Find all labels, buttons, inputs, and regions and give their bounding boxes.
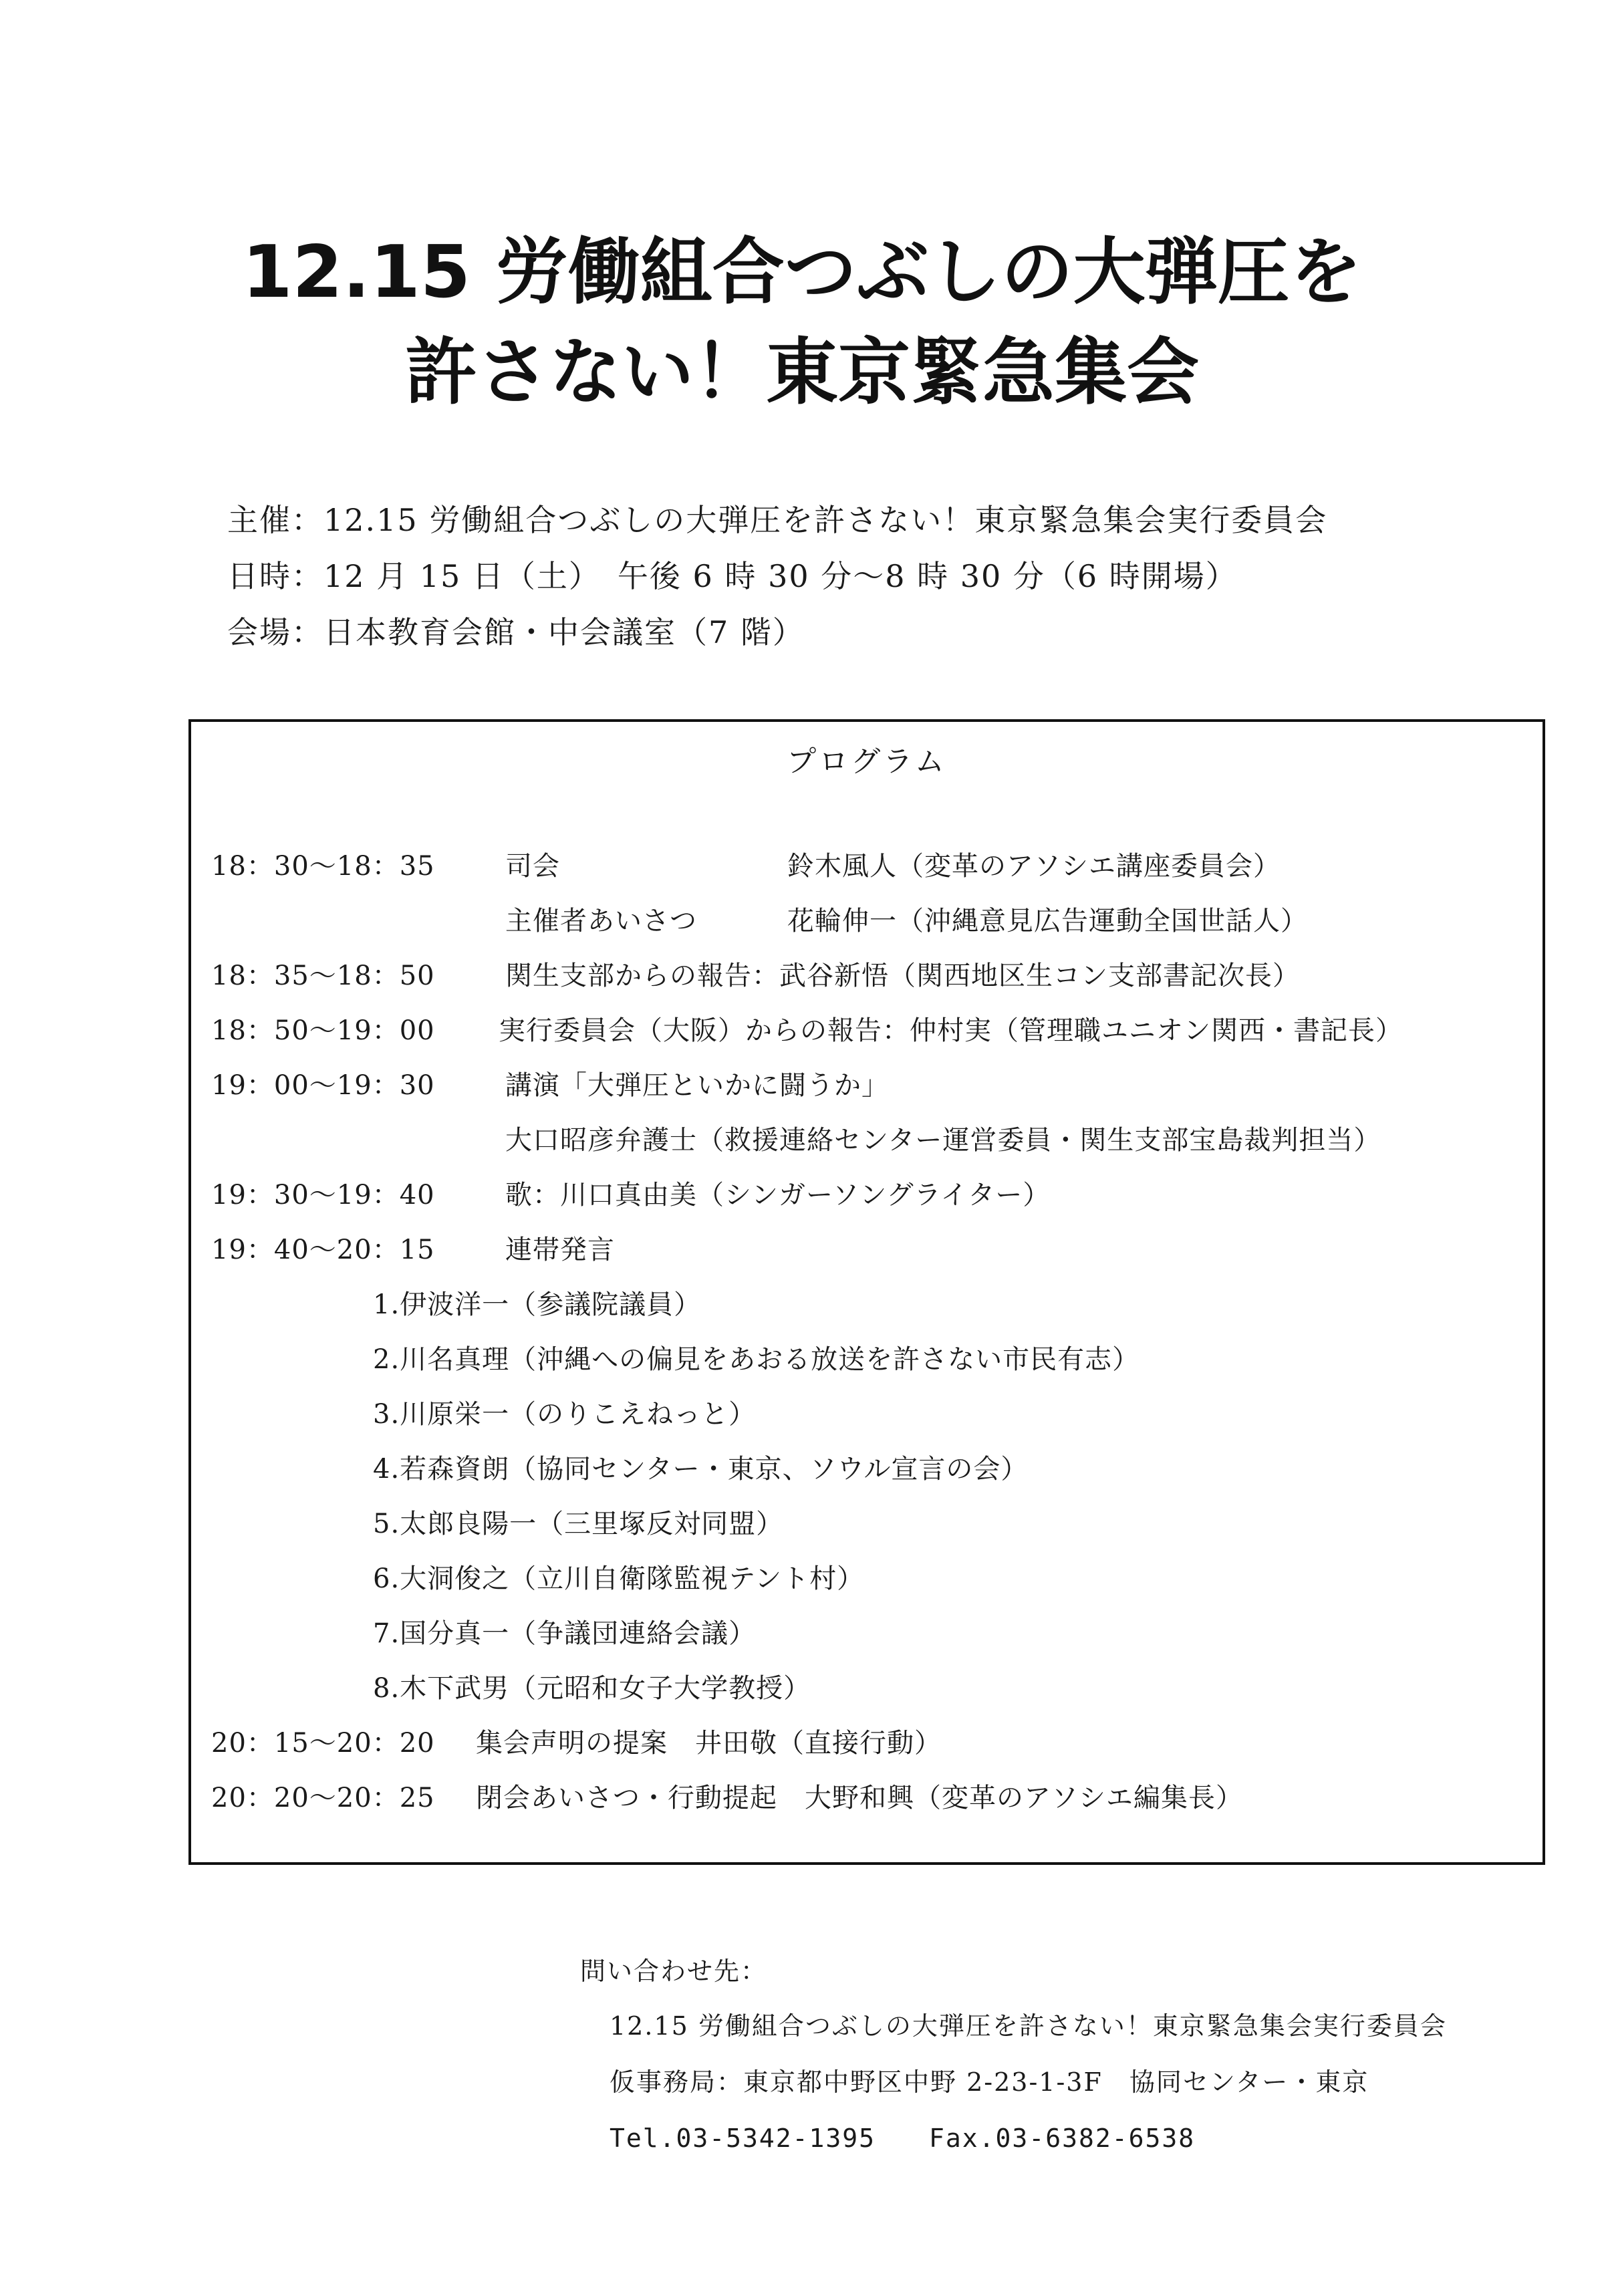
program-text: 6.大洞俊之（立川自衛隊監視テント村） bbox=[373, 1563, 865, 1594]
contact-label: 問い合わせ先： bbox=[580, 1956, 768, 1986]
program-text: 2.川名真理（沖縄への偏見をあおる放送を許さない市民有志） bbox=[373, 1344, 1140, 1375]
flyer-title-line-2: 許さない！東京緊急集会 bbox=[404, 331, 1199, 414]
program-row bbox=[211, 1449, 1521, 1489]
program-time: 20：15～20：20 bbox=[211, 1728, 435, 1759]
program-row bbox=[211, 1011, 1521, 1051]
program-text: 閉会あいさつ・行動提起 大野和興（変革のアソシエ編集長） bbox=[476, 1783, 1243, 1813]
contact-organization: 12.15 労働組合つぶしの大弾圧を許さない！東京緊急集会実行委員会 bbox=[610, 2011, 1447, 2041]
program-text: 1.伊波洋一（参議院議員） bbox=[373, 1289, 702, 1320]
program-text: 7.国分真一（争議団連絡会議） bbox=[373, 1618, 757, 1649]
program-row bbox=[211, 1559, 1521, 1599]
program-time: 18：35～18：50 bbox=[211, 961, 435, 991]
program-time: 19：30～19：40 bbox=[211, 1180, 435, 1210]
program-text: 大口昭彦弁護士（救援連絡センター運営委員・関生支部宝島裁判担当） bbox=[505, 1125, 1381, 1156]
program-text: 5.太郎良陽一（三里塚反対同盟） bbox=[373, 1509, 784, 1539]
program-text: 講演「大弾圧といかに闘うか」 bbox=[505, 1070, 889, 1101]
program-text: 関生支部からの報告：武谷新悟（関西地区生コン支部書記次長） bbox=[505, 961, 1300, 991]
contact-office-address: 仮事務局：東京都中野区中野 2-23-1-3F 協同センター・東京 bbox=[610, 2067, 1369, 2097]
program-row bbox=[211, 956, 1521, 996]
program-role: 主催者あいさつ bbox=[505, 906, 697, 936]
program-time: 18：30～18：35 bbox=[211, 851, 435, 882]
program-time: 20：20～20：25 bbox=[211, 1783, 435, 1813]
program-row bbox=[211, 1340, 1521, 1380]
program-row bbox=[211, 1120, 1521, 1160]
program-text: 歌：川口真由美（シンガーソングライター） bbox=[505, 1180, 1051, 1210]
venue-line: 会場：日本教育会館・中会議室（7 階） bbox=[227, 614, 805, 650]
datetime-line: 日時：12 月 15 日（土） 午後 6 時 30 分～8 時 30 分（6 時開場） bbox=[227, 558, 1238, 594]
program-text: 3.川原栄一（のりこえねっと） bbox=[373, 1399, 757, 1430]
program-heading: プログラム bbox=[787, 745, 947, 779]
program-row bbox=[211, 1065, 1521, 1106]
contact-phone-fax: Tel.03-5342-1395 Fax.03-6382-6538 bbox=[610, 2124, 1196, 2153]
program-time: 18：50～19：00 bbox=[211, 1015, 435, 1046]
flyer-title-line-1: 12.15 労働組合つぶしの大弾圧を bbox=[242, 231, 1362, 314]
program-text: 花輪伸一（沖縄意見広告運動全国世話人） bbox=[787, 906, 1308, 936]
program-text: 連帯発言 bbox=[505, 1235, 615, 1265]
program-role: 司会 bbox=[505, 851, 560, 882]
organizer-line: 主催：12.15 労働組合つぶしの大弾圧を許さない！東京緊急集会実行委員会 bbox=[227, 502, 1328, 538]
program-row bbox=[211, 1175, 1521, 1215]
program-text: 8.木下武男（元昭和女子大学教授） bbox=[373, 1673, 811, 1704]
program-row bbox=[211, 1504, 1521, 1544]
program-row bbox=[211, 1778, 1521, 1818]
program-text: 鈴木風人（変革のアソシエ講座委員会） bbox=[787, 851, 1281, 882]
program-row bbox=[211, 846, 1521, 886]
program-text: 集会声明の提案 井田敬（直接行動） bbox=[476, 1728, 942, 1759]
program-row bbox=[211, 1394, 1521, 1434]
program-text: 実行委員会（大阪）からの報告：仲村実（管理職ユニオン関西・書記長） bbox=[499, 1015, 1403, 1046]
program-row bbox=[211, 1723, 1521, 1763]
program-row bbox=[211, 1668, 1521, 1708]
program-row bbox=[211, 1230, 1521, 1270]
program-text: 4.若森資朗（協同センター・東京、ソウル宣言の会） bbox=[373, 1454, 1029, 1485]
program-row bbox=[211, 901, 1521, 941]
program-box bbox=[188, 719, 1545, 1865]
program-row bbox=[211, 1285, 1521, 1325]
program-time: 19：00～19：30 bbox=[211, 1070, 435, 1101]
program-row bbox=[211, 1614, 1521, 1654]
program-time: 19：40～20：15 bbox=[211, 1235, 435, 1265]
